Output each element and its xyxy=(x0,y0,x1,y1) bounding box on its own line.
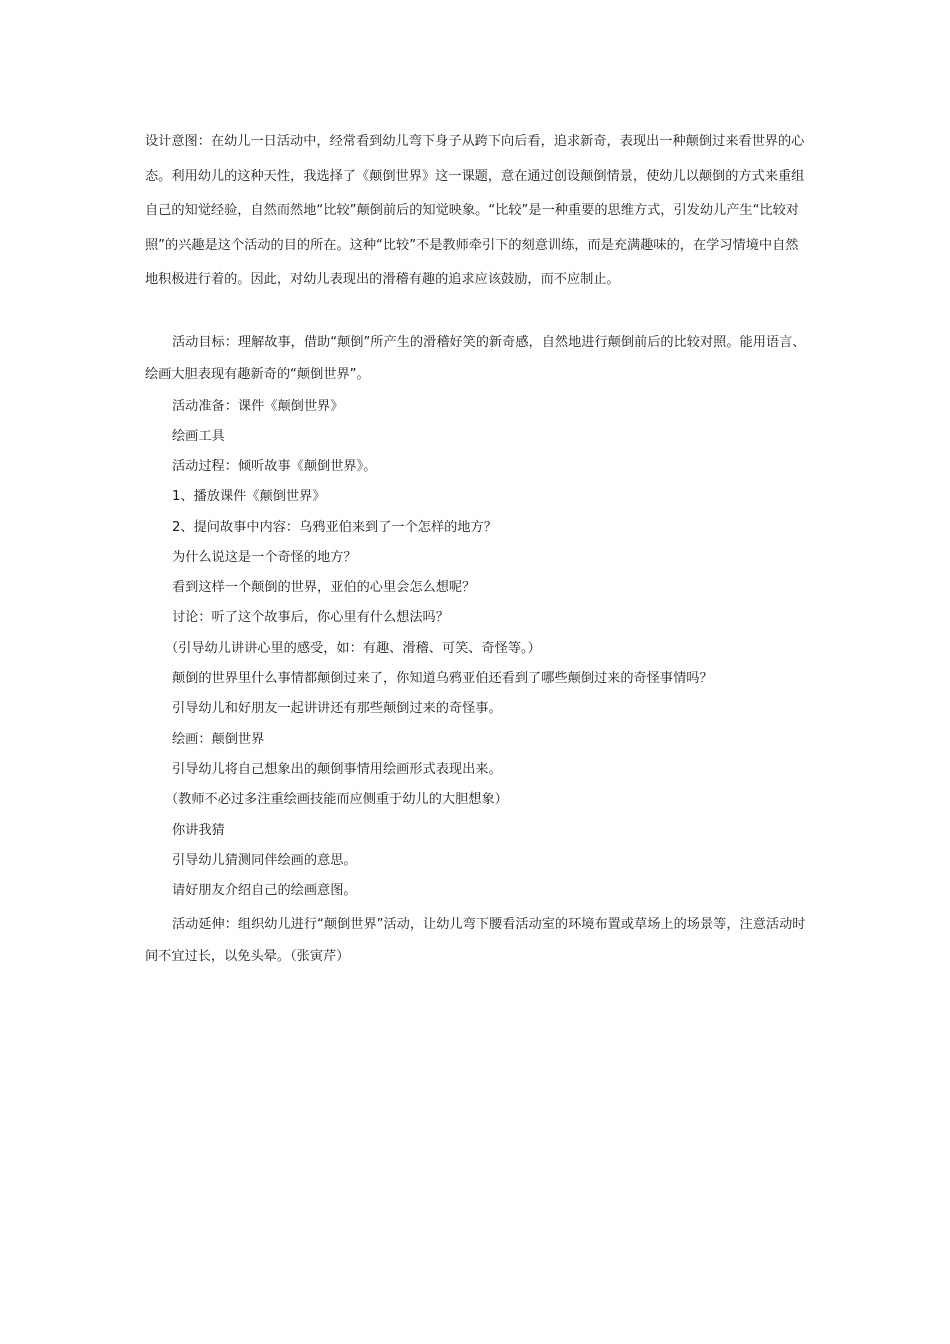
process-line: 活动过程：倾听故事《颠倒世界》。 xyxy=(172,459,377,474)
activity-extension-paragraph: 活动延伸：组织幼儿进行“颠倒世界”活动，让幼儿弯下腰看活动室的环境布置或草场上的场景等，注意活动时间不宜过长，以免头晕。（张寅芹） xyxy=(145,917,806,964)
step-1-line: 1、播放课件《颠倒世界》 xyxy=(172,489,326,504)
guidance-line-1: 引导幼儿和好朋友一起讲讲还有那些颠倒过来的奇怪事。 xyxy=(172,701,502,716)
guidance-line-3: 引导幼儿猜测同伴绘画的意思。 xyxy=(172,853,357,868)
guidance-note-1: （引导幼儿讲讲心里的感受，如：有趣、滑稽、可笑、奇怪等。） xyxy=(165,641,541,656)
step-2-line: 2、提问故事中内容：乌鸦亚伯来到了一个怎样的地方？ xyxy=(172,520,497,535)
discussion-line: 讨论：听了这个故事后，你心里有什么想法吗？ xyxy=(172,610,449,625)
drawing-tools-line: 绘画工具 xyxy=(172,429,225,444)
guidance-line-2: 引导幼儿将自己想象出的颠倒事情用绘画形式表现出来。 xyxy=(172,762,502,777)
activity-goal-paragraph: 活动目标：理解故事，借助“颠倒”所产生的滑稽好笑的新奇感，自然地进行颠倒前后的比较对照。能用语言、绘画大胆表现有趣新奇的“颠倒世界”。 xyxy=(145,335,806,382)
guess-game-line: 你讲我猜 xyxy=(172,823,225,838)
question-line-2: 看到这样一个颠倒的世界，亚伯的心里会怎么想呢？ xyxy=(172,580,476,595)
design-intent-paragraph: 设计意图：在幼儿一日活动中，经常看到幼儿弯下身子从跨下向后看，追求新奇，表现出一种颠倒过来看世界的心态。利用幼儿的这种天性，我选择了《颠倒世界》这一课题，意在通过创设颠倒情景，使幼儿以颠倒的方式来重组自己的知觉经验，自然而然地“比较”颠倒前后的知觉映象。“比较”是一种重要的思维方式，引发幼儿产生“比较对照”的兴趣是这个活动的目的所在。这种“比较”不是教师牵引下的刻意训练，而是充满趣味的，在学习情境中自然地积极进行着的。因此，对幼儿表现出的滑稽有趣的追求应该鼓励，而不应制止。 xyxy=(145,134,805,288)
guidance-note-2: （教师不必过多注重绘画技能而应侧重于幼儿的大胆想象） xyxy=(165,792,508,807)
introduce-line: 请好朋友介绍自己的绘画意图。 xyxy=(172,883,357,898)
drawing-title-line: 绘画：颠倒世界 xyxy=(172,732,265,747)
preparation-line: 活动准备：课件《颠倒世界》 xyxy=(172,399,344,414)
question-line-3: 颠倒的世界里什么事情都颠倒过来了，你知道乌鸦亚伯还看到了哪些颠倒过来的奇怪事情吗？ xyxy=(172,671,713,686)
question-line-1: 为什么说这是一个奇怪的地方？ xyxy=(172,550,357,565)
